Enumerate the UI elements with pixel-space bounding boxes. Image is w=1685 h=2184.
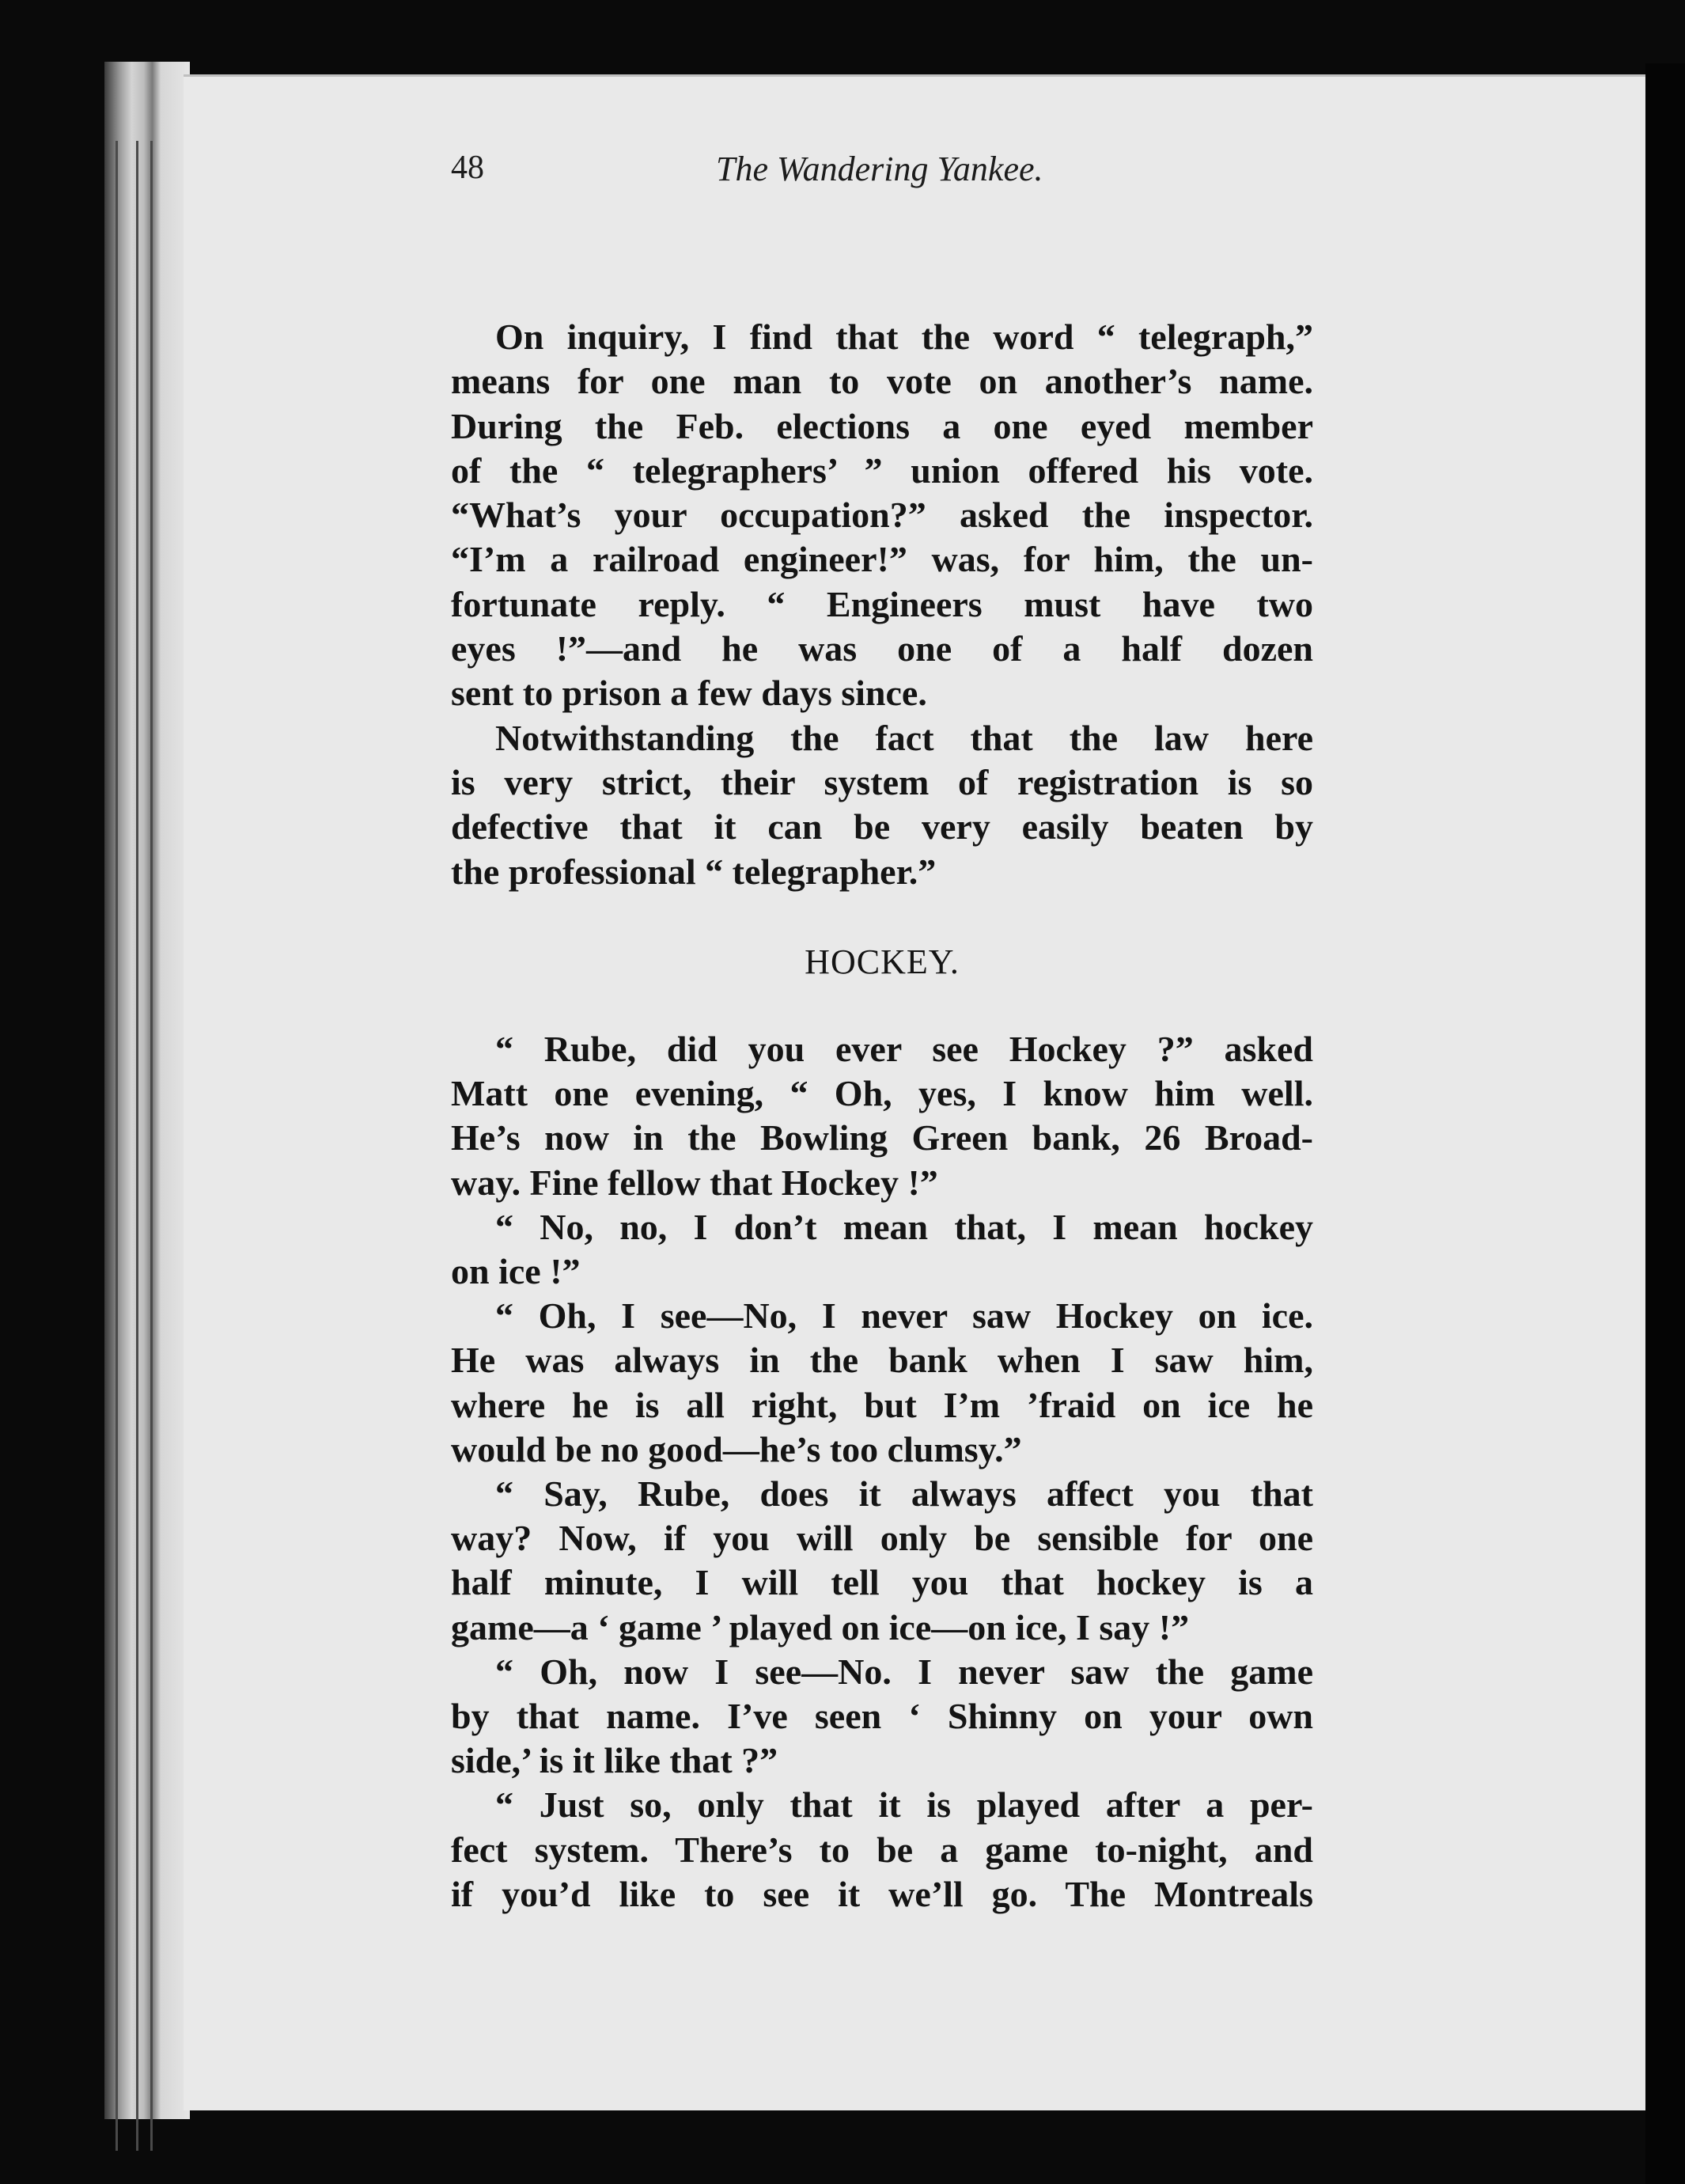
running-title: The Wandering Yankee. <box>716 150 1043 188</box>
text-line: On inquiry, I find that the word “ telegraph,” <box>495 317 1313 357</box>
text-line: on ice !” <box>451 1251 581 1292</box>
spine-line <box>150 141 153 2151</box>
text-line: where he is all right, but I’m ’fraid on ice he <box>451 1384 1313 1425</box>
page-number: 48 <box>451 150 484 186</box>
text-line: “ Rube, did you ever see Hockey ?” asked <box>495 1029 1313 1069</box>
text-line: by that name. I’ve seen ‘ Shinny on your own <box>451 1696 1313 1737</box>
text-line: means for one man to vote on another’s name. <box>451 361 1313 402</box>
page-header <box>451 149 1337 212</box>
text-line: “What’s your occupation?” asked the inspector. <box>451 495 1313 536</box>
text-line: Notwithstanding the fact that the law here <box>495 717 1313 758</box>
text-line: half minute, I will tell you that hockey is a <box>451 1562 1313 1603</box>
text-line: way? Now, if you will only be sensible for one <box>451 1518 1313 1559</box>
text-line: “ Oh, now I see—No. I never saw the game <box>495 1651 1313 1692</box>
text-line: “ Just so, only that it is played after a per- <box>495 1784 1313 1826</box>
text-line: of the “ telegraphers’ ” union offered his vote. <box>451 449 1313 491</box>
text-line: fortunate reply. “ Engineers must have two <box>451 583 1313 624</box>
section-heading: HOCKEY. <box>805 942 960 981</box>
spine-line <box>115 141 118 2151</box>
text-line: is very strict, their system of registration is so <box>451 761 1313 802</box>
text-line: eyes !”—and he was one of a half dozen <box>451 628 1313 669</box>
text-line: way. Fine fellow that Hockey !” <box>451 1162 938 1203</box>
text-line: “I’m a railroad engineer!” was, for him, the un- <box>451 539 1313 580</box>
text-line: the professional “ telegrapher.” <box>451 851 937 892</box>
text-line: “ No, no, I don’t mean that, I mean hockey <box>495 1206 1313 1247</box>
text-line: side,’ is it like that ?” <box>451 1740 778 1781</box>
text-line: fect system. There’s to be a game to-night, and <box>451 1829 1313 1870</box>
text-line: He was always in the bank when I saw him, <box>451 1340 1313 1381</box>
text-line: He’s now in the Bowling Green bank, 26 Broad- <box>451 1117 1313 1158</box>
text-line: During the Feb. elections a one eyed member <box>451 405 1313 446</box>
text-line: if you’d like to see it we’ll go. The Montreals <box>451 1873 1313 1914</box>
book-spine <box>104 62 190 2119</box>
text-line: “ Say, Rube, does it always affect you that <box>495 1473 1313 1515</box>
page-edge-shadow <box>1645 63 1685 2184</box>
text-line: defective that it can be very easily beaten by <box>451 806 1313 847</box>
text-line: Matt one evening, “ Oh, yes, I know him well. <box>451 1073 1313 1114</box>
body-text-section-one <box>451 315 1313 894</box>
text-line: sent to prison a few days since. <box>451 673 927 714</box>
text-line: would be no good—he’s too clumsy.” <box>451 1428 1022 1469</box>
text-line: “ Oh, I see—No, I never saw Hockey on ice. <box>495 1295 1313 1337</box>
spine-line <box>136 141 138 2151</box>
text-line: game—a ‘ game ’ played on ice—on ice, I say !” <box>451 1606 1190 1647</box>
body-text-section-two <box>451 1027 1313 1917</box>
